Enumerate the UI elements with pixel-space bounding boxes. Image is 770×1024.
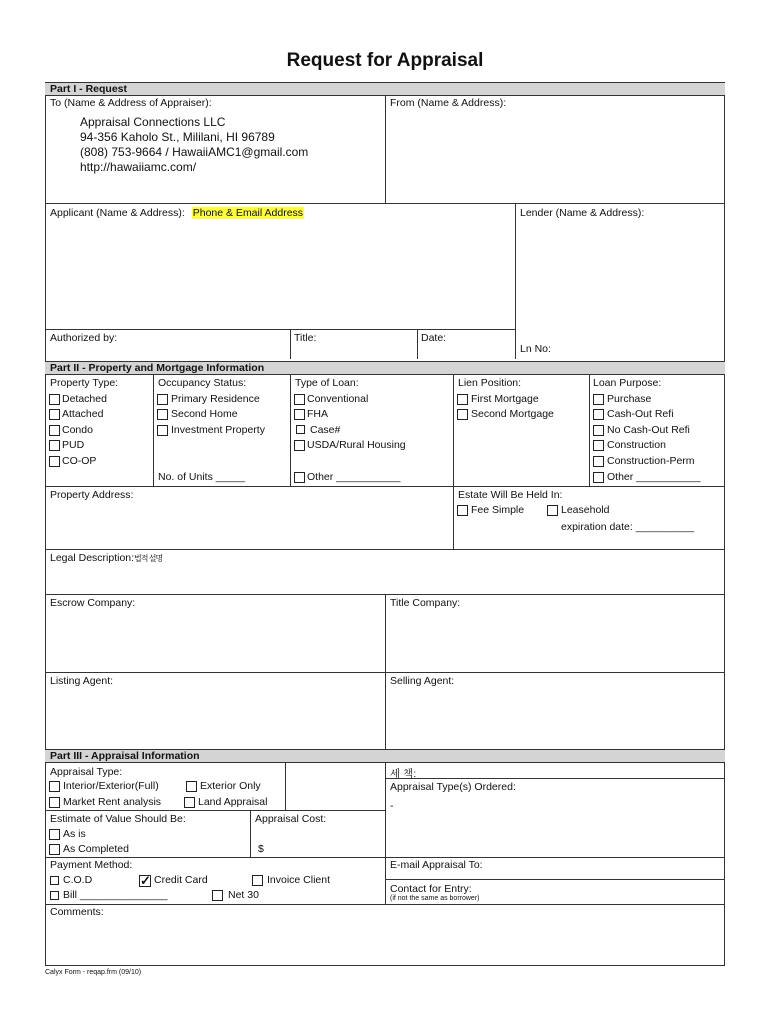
checkbox[interactable] <box>547 505 558 516</box>
legal-description-field[interactable] <box>46 565 724 593</box>
email-appraisal-label: E-mail Appraisal To: <box>390 859 483 871</box>
checkbox[interactable] <box>157 394 168 405</box>
expiration-date-field[interactable]: expiration date: __________ <box>561 521 695 533</box>
lender-label: Lender (Name & Address): <box>520 207 645 219</box>
checkbox[interactable] <box>49 797 60 808</box>
checkmark-icon: ✓ <box>140 873 151 888</box>
appraisal-types-ordered-label: Appraisal Type(s) Ordered: <box>390 781 516 793</box>
checkbox[interactable] <box>212 890 223 901</box>
checkbox[interactable] <box>50 891 59 900</box>
date-label: Date: <box>421 332 447 344</box>
checkbox[interactable] <box>294 394 305 405</box>
loan-type-label: Type of Loan: <box>295 377 359 389</box>
appraisal-cost-label: Appraisal Cost: <box>255 813 327 825</box>
comments-field[interactable] <box>46 920 724 965</box>
checkbox[interactable] <box>50 876 59 885</box>
title-company-field[interactable] <box>386 610 724 671</box>
appraiser-address: 94-356 Kaholo St., Mililani, HI 96789 <box>80 130 275 144</box>
title-label: Title: <box>294 332 317 344</box>
comments-label: Comments: <box>50 906 104 918</box>
checkbox[interactable] <box>49 844 60 855</box>
listing-agent-label: Listing Agent: <box>50 675 114 687</box>
checkbox[interactable] <box>139 875 151 887</box>
checkbox[interactable] <box>294 409 305 420</box>
checkbox[interactable] <box>49 829 60 840</box>
listing-agent-field[interactable] <box>46 688 384 748</box>
occupancy-label: Occupancy Status: <box>158 377 247 389</box>
authorized-label: Authorized by: <box>50 332 118 344</box>
contact-entry-note: (if not the same as borrower) <box>390 895 480 902</box>
appraisal-cost-field[interactable]: $ <box>258 843 264 855</box>
to-label: To (Name & Address of Appraiser): <box>50 97 212 109</box>
legal-description-label: Legal Description:법적 설명 <box>50 552 163 564</box>
selling-agent-field[interactable] <box>386 688 724 748</box>
checkbox[interactable] <box>49 440 60 451</box>
checkbox[interactable] <box>593 472 604 483</box>
checkbox[interactable] <box>184 797 195 808</box>
checkbox[interactable] <box>296 425 305 434</box>
contact-entry-label: Contact for Entry: <box>390 883 472 895</box>
checkbox[interactable] <box>157 409 168 420</box>
escrow-label: Escrow Company: <box>50 597 136 609</box>
checkbox[interactable] <box>593 409 604 420</box>
appraiser-phone-email: (808) 753-9664 / HawaiiAMC1@gmail.com <box>80 145 309 159</box>
property-address-label: Property Address: <box>50 489 134 501</box>
from-label: From (Name & Address): <box>390 97 507 109</box>
estimate-label: Estimate of Value Should Be: <box>50 813 186 825</box>
appraisal-types-ordered-value[interactable]: - <box>390 800 394 812</box>
checkbox[interactable] <box>49 781 60 792</box>
title-company-label: Title Company: <box>390 597 461 609</box>
checkbox[interactable] <box>457 409 468 420</box>
applicant-label: Applicant (Name & Address): Phone & Email Address <box>50 207 304 219</box>
property-address-field[interactable] <box>46 502 452 548</box>
loan-number-label: Ln No: <box>520 343 551 355</box>
checkbox[interactable] <box>157 425 168 436</box>
legal-description-scribble: 법적 설명 <box>134 554 163 563</box>
units-field[interactable]: No. of Units _____ <box>158 471 245 483</box>
from-field[interactable] <box>386 110 724 202</box>
applicant-highlight: Phone & Email Address <box>192 207 304 219</box>
form-footer: Calyx Form - reqap.frm (09/10) <box>45 969 142 976</box>
part1-header: Part I - Request <box>45 82 725 96</box>
checkbox[interactable] <box>593 394 604 405</box>
part3-header: Part III - Appraisal Information <box>45 749 725 763</box>
payment-method-label: Payment Method: <box>50 859 133 871</box>
checkbox[interactable] <box>593 425 604 436</box>
selling-agent-label: Selling Agent: <box>390 675 455 687</box>
appraisal-type-label: Appraisal Type: <box>50 766 123 778</box>
checkbox[interactable] <box>294 440 305 451</box>
estate-label: Estate Will Be Held In: <box>458 489 563 501</box>
lien-label: Lien Position: <box>458 377 522 389</box>
checkbox[interactable] <box>49 394 60 405</box>
lender-field[interactable] <box>516 222 724 340</box>
page-title: Request for Appraisal <box>286 50 484 71</box>
checkbox[interactable] <box>294 472 305 483</box>
escrow-field[interactable] <box>46 610 384 671</box>
applicant-field[interactable] <box>46 222 514 328</box>
right-column-label: 세 책: <box>390 768 417 780</box>
checkbox[interactable] <box>49 425 60 436</box>
checkbox[interactable] <box>457 505 468 516</box>
checkbox[interactable] <box>252 875 263 886</box>
appraiser-url: http://hawaiiamc.com/ <box>80 160 197 174</box>
purpose-label: Loan Purpose: <box>593 377 662 389</box>
checkbox[interactable] <box>593 456 604 467</box>
checkbox[interactable] <box>593 440 604 451</box>
checkbox[interactable] <box>186 781 197 792</box>
checkbox[interactable] <box>49 409 60 420</box>
property-type-label: Property Type: <box>50 377 119 389</box>
checkbox[interactable] <box>457 394 468 405</box>
appraiser-name: Appraisal Connections LLC <box>80 115 226 129</box>
part2-header: Part II - Property and Mortgage Information <box>45 361 725 375</box>
checkbox[interactable] <box>49 456 60 467</box>
